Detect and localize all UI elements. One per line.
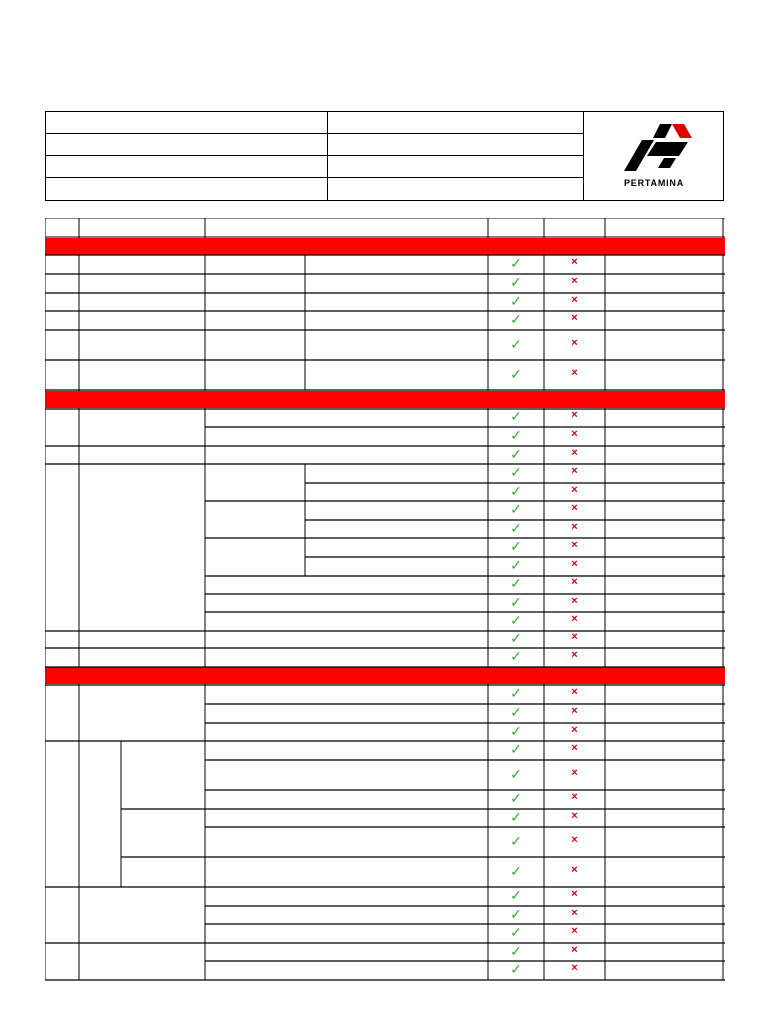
- cross-icon: ×: [571, 962, 578, 974]
- check-icon: ✓: [510, 723, 522, 739]
- check-icon: ✓: [510, 648, 522, 664]
- cross-icon: ×: [571, 907, 578, 919]
- cross-icon: ×: [571, 944, 578, 956]
- document-header-table: [45, 111, 724, 201]
- check-icon: ✓: [510, 408, 522, 424]
- pertamina-logo: [584, 112, 724, 200]
- logo-wordmark: PERTAMINA: [623, 178, 685, 188]
- cross-icon: ×: [571, 705, 578, 717]
- cross-icon: ×: [571, 256, 578, 268]
- cross-icon: ×: [571, 275, 578, 287]
- cross-icon: ×: [571, 312, 578, 324]
- check-icon: ✓: [510, 538, 522, 554]
- cross-icon: ×: [571, 649, 578, 661]
- cross-icon: ×: [571, 724, 578, 736]
- check-icon: ✓: [510, 790, 522, 806]
- check-icon: ✓: [510, 887, 522, 903]
- cross-icon: ×: [571, 428, 578, 440]
- check-icon: ✓: [510, 630, 522, 646]
- cross-icon: ×: [571, 337, 578, 349]
- check-icon: ✓: [510, 961, 522, 977]
- header-cell-right-2: [328, 134, 584, 156]
- check-icon: ✓: [510, 906, 522, 922]
- header-cell-right-3: [328, 156, 584, 178]
- cross-icon: ×: [571, 484, 578, 496]
- check-icon: ✓: [510, 520, 522, 536]
- check-icon: ✓: [510, 501, 522, 517]
- cross-icon: ×: [571, 502, 578, 514]
- header-cell-right-1: [328, 112, 584, 134]
- cross-icon: ×: [571, 742, 578, 754]
- check-icon: ✓: [510, 366, 522, 382]
- cross-icon: ×: [571, 888, 578, 900]
- cross-icon: ×: [571, 539, 578, 551]
- check-icon: ✓: [510, 612, 522, 628]
- cross-icon: ×: [571, 791, 578, 803]
- check-icon: ✓: [510, 557, 522, 573]
- cross-icon: ×: [571, 294, 578, 306]
- header-cell-left-1: [46, 112, 328, 134]
- cross-icon: ×: [571, 767, 578, 779]
- check-icon: ✓: [510, 427, 522, 443]
- cross-icon: ×: [571, 864, 578, 876]
- cross-icon: ×: [571, 834, 578, 846]
- header-cell-left-2: [46, 134, 328, 156]
- section-header-bar-3: [45, 667, 725, 684]
- header-cell-left-4: [46, 178, 328, 200]
- cross-icon: ×: [571, 409, 578, 421]
- checklist-grid: [45, 218, 725, 983]
- check-icon: ✓: [510, 766, 522, 782]
- check-icon: ✓: [510, 863, 522, 879]
- check-icon: ✓: [510, 464, 522, 480]
- header-cell-left-3: [46, 156, 328, 178]
- cross-icon: ×: [571, 558, 578, 570]
- check-icon: ✓: [510, 293, 522, 309]
- pertamina-logo-icon: [584, 112, 724, 178]
- check-icon: ✓: [510, 255, 522, 271]
- check-icon: ✓: [510, 446, 522, 462]
- check-icon: ✓: [510, 833, 522, 849]
- check-icon: ✓: [510, 594, 522, 610]
- cross-icon: ×: [571, 521, 578, 533]
- cross-icon: ×: [571, 595, 578, 607]
- check-icon: ✓: [510, 311, 522, 327]
- check-icon: ✓: [510, 274, 522, 290]
- header-cell-right-4: [328, 178, 584, 200]
- check-icon: ✓: [510, 741, 522, 757]
- cross-icon: ×: [571, 613, 578, 625]
- cross-icon: ×: [571, 367, 578, 379]
- cross-icon: ×: [571, 447, 578, 459]
- check-icon: ✓: [510, 483, 522, 499]
- check-icon: ✓: [510, 924, 522, 940]
- check-icon: ✓: [510, 943, 522, 959]
- check-icon: ✓: [510, 575, 522, 591]
- cross-icon: ×: [571, 686, 578, 698]
- section-header-bar-1: [45, 238, 725, 255]
- cross-icon: ×: [571, 810, 578, 822]
- cross-icon: ×: [571, 465, 578, 477]
- cross-icon: ×: [571, 631, 578, 643]
- check-icon: ✓: [510, 685, 522, 701]
- check-icon: ✓: [510, 809, 522, 825]
- cross-icon: ×: [571, 576, 578, 588]
- check-icon: ✓: [510, 704, 522, 720]
- cross-icon: ×: [571, 925, 578, 937]
- section-header-bar-2: [45, 391, 725, 408]
- check-icon: ✓: [510, 336, 522, 352]
